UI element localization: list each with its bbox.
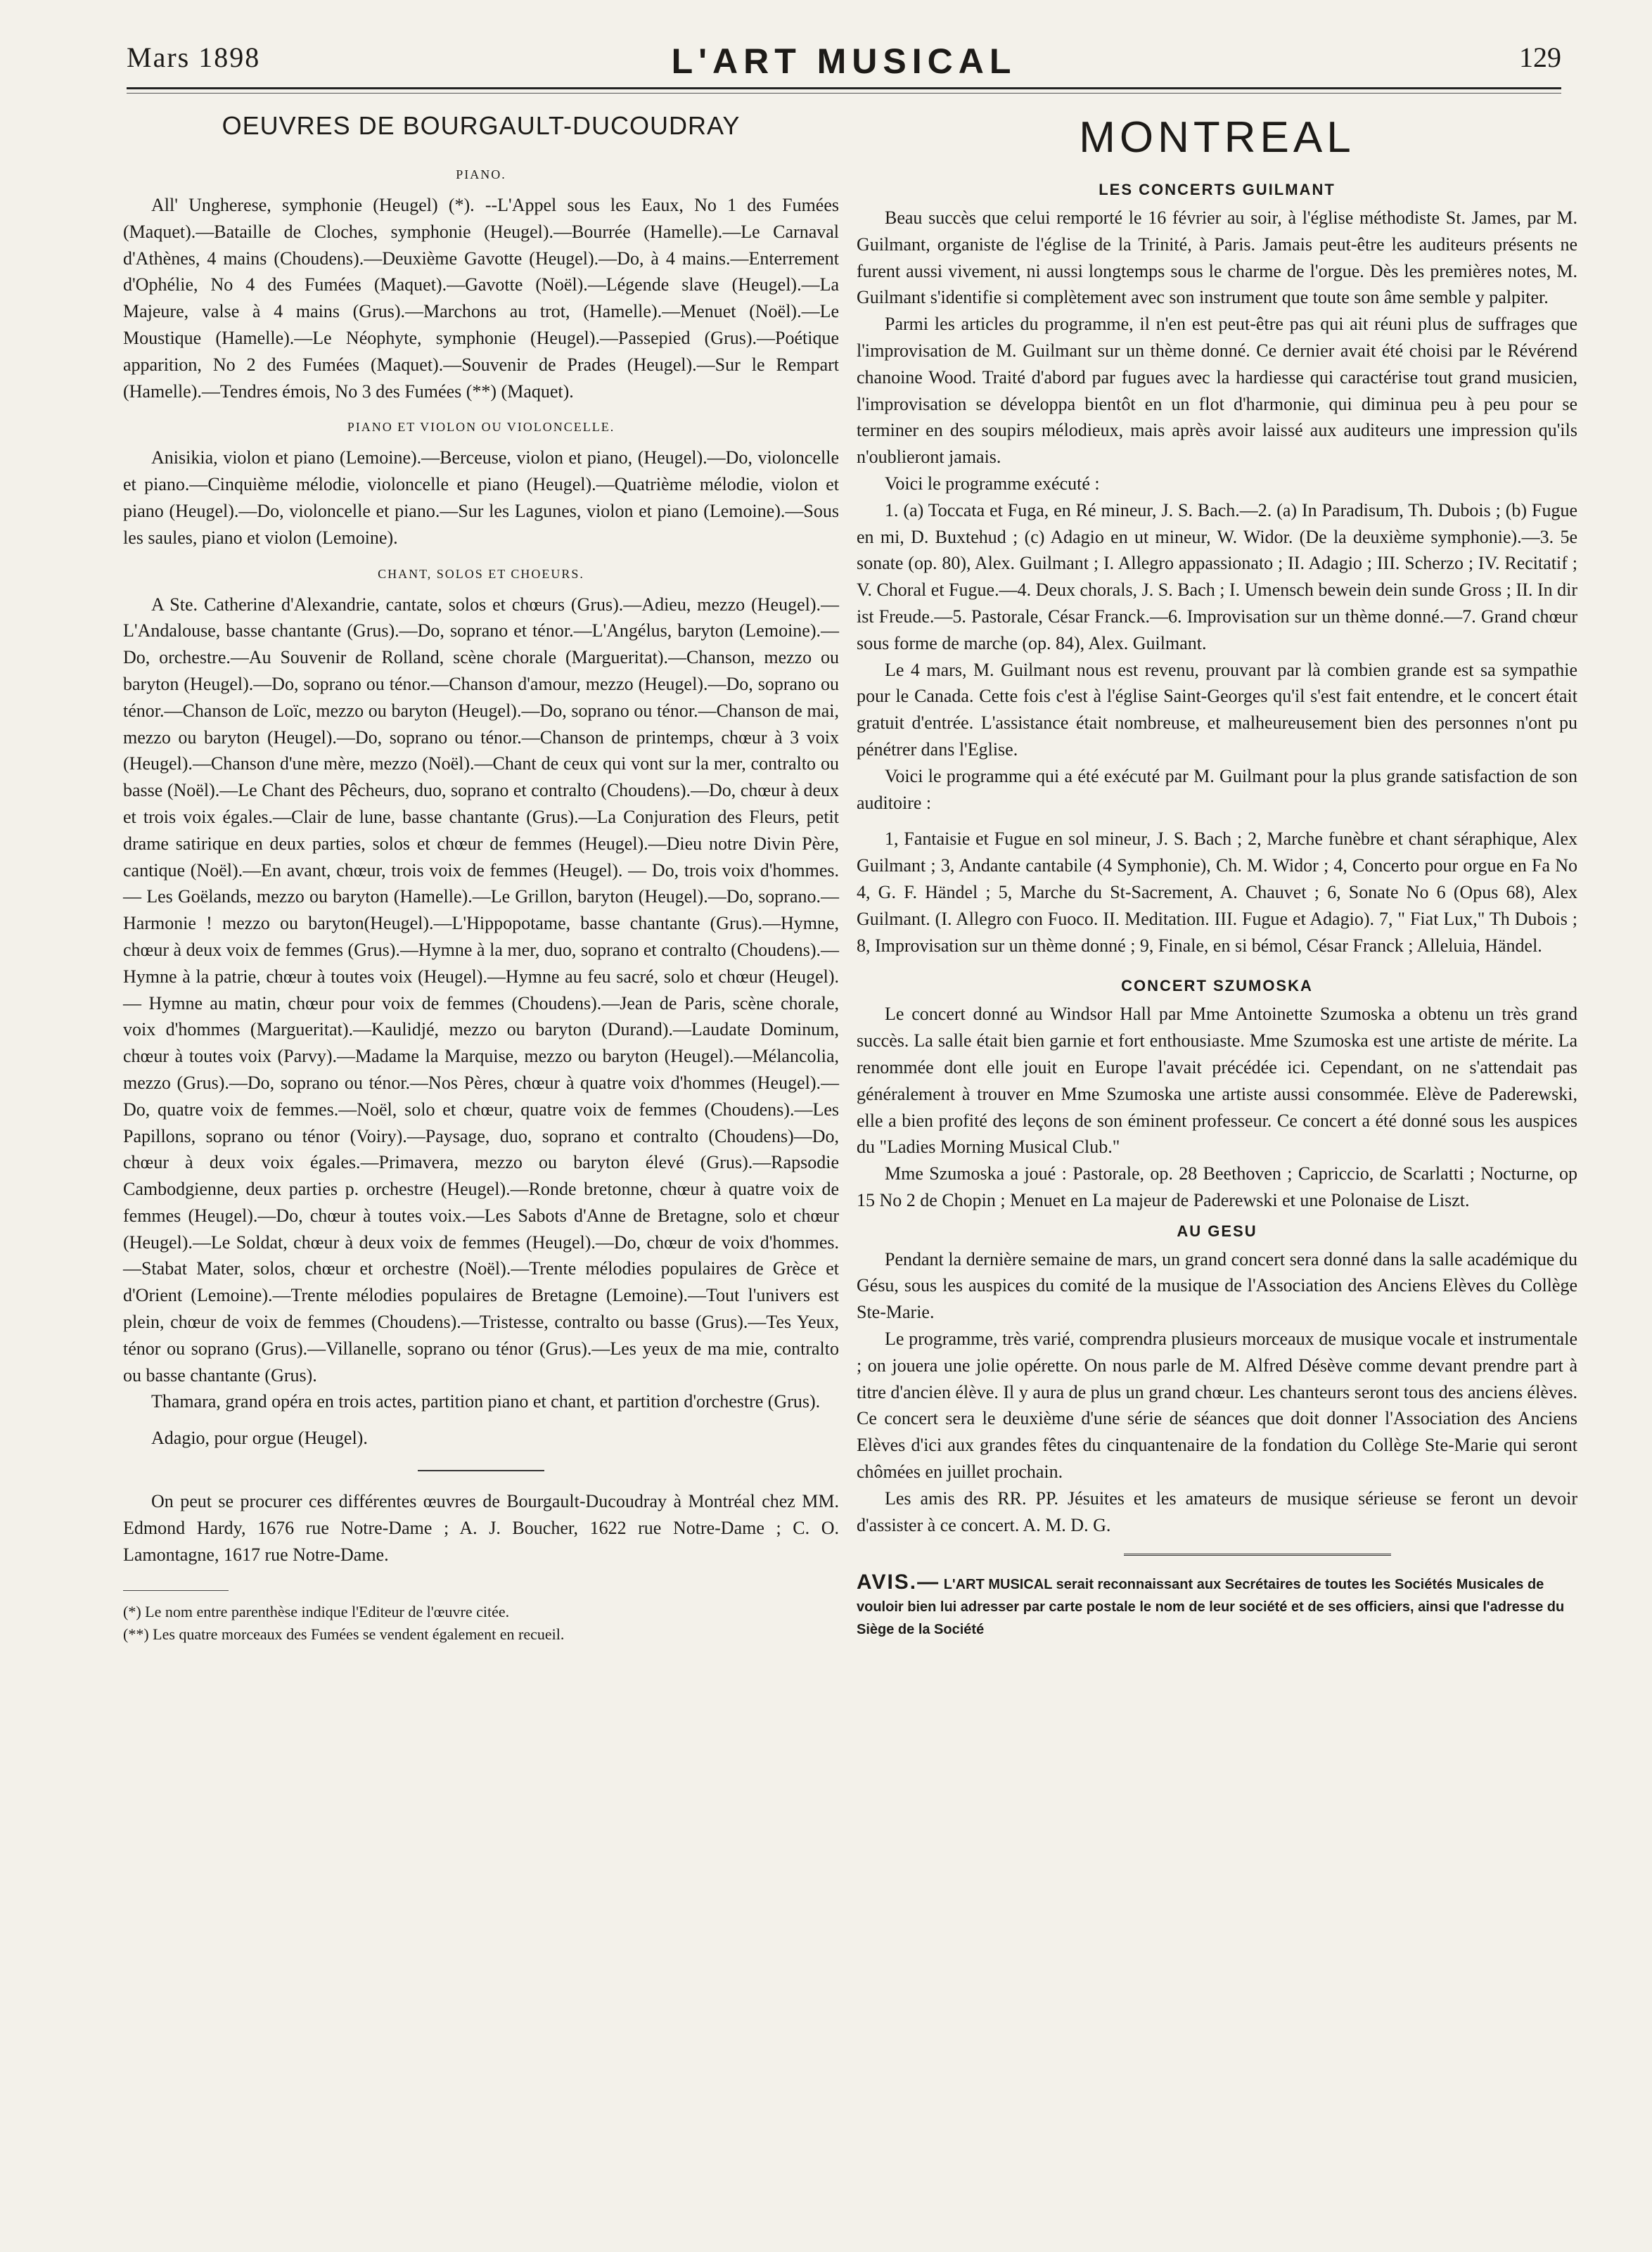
right-column <box>857 105 1577 1641</box>
section-text-chant: A Ste. Catherine d'Alexandrie, cantate, solos et chœurs (Grus).—Adieu, mezzo (Heugel).—L'Andalouse, basse chantante (Grus).—Do, soprano et ténor.—L'Angélus, baryton (Lemoine).—Do, orchestre.—Au Souvenir de Rolland, scène chorale (Margueritat).—Chanson, mezzo ou baryton (Heugel).—Do, soprano ou ténor.—Chanson d'amour, mezzo (Heugel).—Do, soprano ou ténor.—Chanson de Loïc, mezzo ou baryton (Heugel).—Do, soprano ou ténor.—Chanson de mai, mezzo ou baryton (Heugel).—Do, soprano ou ténor.—Chanson de printemps, chœur à 3 voix (Heugel).—Chanson d'une mère, mezzo (Noël).—Chant de ceux qui vont sur la mer, contralto ou basse (Noël).—Le Chant des Pêcheurs, duo, soprano et contralto (Choudens).—Do, chœur à deux et trois voix égales.—Clair de lune, basse chantante (Grus).—La Conjuration des Fleurs, petit drame satirique en deux parties, solos et chœur de femmes (Heugel).—Dieu notre Divin Père, cantique (Noël).—En avant, chœur, trois voix de femmes (Heugel). — Do, trois voix d'hommes. — Les Goëlands, mezzo ou baryton (Hamelle).—Le Grillon, baryton (Heugel).—Do, soprano.—Harmonie ! mezzo ou baryton(Heugel).—L'Hippopotame, basse chantante (Grus).—Hymne, chœur à deux voix de femmes (Grus).—Hymne à la mer, duo, soprano et contralto (Choudens).—Hymne à la patrie, chœur à toutes voix (Heugel).—Hymne au feu sacré, solo et chœur (Heugel). — Hymne au matin, chœur pour voix de femmes (Choudens).—Jean de Paris, scène chorale, voix d'hommes (Margueritat).—Kaulidjé, mezzo ou baryton (Durand).—Laudate Dominum, chœur à toutes voix (Parvy).—Madame la Marquise, mezzo ou baryton (Heugel).—Mélancolia, mezzo (Grus).—Do, soprano ou ténor.—Nos Pères, chœur à quatre voix d'hommes (Heugel).—Do, quatre voix de femmes.—Noël, solo et chœur, quatre voix de femmes (Choudens).—Les Papillons, soprano ou ténor (Voiry).—Paysage, duo, soprano et contralto (Choudens)—Do, chœur à deux voix égales.—Primavera, mezzo ou baryton élevé (Grus).—Rapsodie Cambodgienne, deux parties p. orchestre (Heugel).—Ronde bretonne, chœur à quatre voix de femmes (Heugel).—Do, chœur à toutes voix.—Les Sabots d'Anne de Bretagne, solo et chœur (Heugel).—Le Soldat, chœur à deux voix de femmes (Heugel).—Do, chœur de voix d'hommes.—Stabat Mater, solos, chœur et orchestre (Noël).—Trente mélodies populaires de Grèce et d'Orient (Lemoine).—Trente mélodies populaires de Bretagne (Lemoine).—Tout l'univers est plein, chœur de voix de femmes (Choudens).—Tristesse, contralto ou basse (Grus).—Tes Yeux, ténor ou soprano (Grus).—Villanelle, soprano ou ténor (Grus).—Les yeux de ma mie, contralto ou basse chantante (Grus). <box>123 594 839 1386</box>
right-article-title: MONTREAL <box>1079 113 1355 162</box>
header-rule <box>127 87 1561 89</box>
procure-paragraph: On peut se procurer ces différentes œuvres de Bourgault-Ducoudray à Montréal chez MM. Edmond Hardy, 1676 rue Notre-Dame ; A. J. Boucher, 1622 rue Notre-Dame ; C. O. Lamontagne, 1617 rue Notre-Dame. <box>123 1491 839 1565</box>
avis-text: L'ART MUSICAL serait reconnaissant aux Secrétaires de toutes les Sociétés Musicales de vouloir bien lui adresser par carte postale le nom de leur société et de ses officiers, ainsi que l'adresse du Siège de la Société <box>857 1577 1565 1638</box>
header-rule-thin <box>127 93 1561 94</box>
footnote-1: (*) Le nom entre parenthèse indique l'Editeur de l'œuvre citée. <box>123 1603 510 1621</box>
running-head <box>127 41 1561 90</box>
gesu-heading: AU GESU <box>1177 1222 1257 1240</box>
guilmant-paragraph: Voici le programme exécuté : <box>885 473 1100 494</box>
section-heading-piano-violon: PIANO ET VIOLON OU VIOLONCELLE. <box>347 420 615 435</box>
gesu-paragraph: Le programme, très varié, comprendra plusieurs morceaux de musique vocale et instrumentale ; on jouera une jolie opérette. On nous parle de M. Alfred Désève comme devant prendre part à titre d'ancien élève. Il y aura de plus un grand chœur. Les chanteurs seront tous des anciens élèves. Ce concert sera le deuxième d'une série de séances que doit donner l'Association des Anciens Elèves d'ici aux grandes fêtes du cinquantenaire de la fondation du Collège Ste-Marie qui seront chômées en juillet prochain. <box>857 1329 1577 1483</box>
gesu-paragraph: Pendant la dernière semaine de mars, un grand concert sera donné dans la salle académique du Gésu, sous les auspices du comité de la musique de l'Association des Anciens Elèves du Collège Ste-Marie. <box>857 1248 1577 1323</box>
thamara-entry: Thamara, grand opéra en trois actes, partition piano et chant, et partition d'orchestre (Grus). <box>151 1391 821 1412</box>
section-heading-piano: PIANO. <box>456 167 506 181</box>
guilmant-paragraph: Voici le programme qui a été exécuté par M. Guilmant pour la plus grande satisfaction de son auditoire : <box>857 765 1577 813</box>
avis-lead: AVIS.— <box>857 1570 940 1594</box>
szumoska-paragraph: Mme Szumoska a joué : Pastorale, op. 28 Beethoven ; Capriccio, de Scarlatti ; Nocturne, op 15 No 2 de Chopin ; Menuet en La majeur de Paderewski et une Polonaise de Liszt. <box>857 1163 1577 1210</box>
section-text-piano: All' Ungherese, symphonie (Heugel) (*). --L'Appel sous les Eaux, No 1 des Fumées (Maquet).—Bataille de Cloches, symphonie (Heugel).—Bourrée (Hamelle).—Le Carnaval d'Athènes, 4 mains (Choudens).—Deuxième Gavotte (Heugel).—Do, à 4 mains.—Enterrement d'Ophélie, No 4 des Fumées (Maquet).—Gavotte (Noël).—Légende slave (Heugel).—La Majeure, valse à 4 mains (Grus).—Marchons au trot, (Hamelle).—Menuet (Noël).—Le Moustique (Hamelle).—Le Néophyte, symphonie (Heugel).—Passepied (Grus).—Poétique apparition, No 2 des Fumées (Maquet).—Souvenir de Prades (Heugel).—Sur le Rempart (Hamelle).—Tendres émois, No 3 des Fumées (**) (Maquet). <box>123 195 839 402</box>
guilmant-program-2: 1, Fantaisie et Fugue en sol mineur, J. S. Bach ; 2, Marche funèbre et chant séraphique, Alex Guilmant ; 3, Andante cantabile (4 Symphonie), Ch. M. Widor ; 4, Concerto pour orgue en Fa No 4, G. F. Händel ; 5, Marche du St-Sacrement, A. Chauvet ; 6, Sonate No 6 (Opus 68), Alex Guilmant. (I. Allegro con Fuoco. II. Meditation. III. Fugue et Adagio). 7, " Fiat Lux," Th Dubois ; 8, Improvisation sur un thème donné ; 9, Finale, en si bémol, César Franck ; Alleluia, Händel. <box>857 828 1577 956</box>
guilmant-paragraph: Parmi les articles du programme, il n'en est peut-être pas qui ait réuni plus de suffrages que l'improvisation de M. Guilmant sur un thème donné. Ce dernier avait été choisi par le Révérend chanoine Wood. Traité d'abord par fugues avec la hardiesse qui caractérise tout grand musicien, l'improvisation se développa bientôt en un flot d'harmonie, qui diminua peu à peu pour se terminer en des soupirs mélodieux, mais après avoir laissé aux auditeurs une impression qu'ils n'oublieront jamais. <box>857 314 1577 468</box>
masthead-title: L'ART MUSICAL <box>671 41 1017 81</box>
guilmant-program-1: 1. (a) Toccata et Fuga, en Ré mineur, J. S. Bach.—2. (a) In Paradisum, Th. Dubois ; (b) Fugue en mi, D. Buxtehud ; (c) Adagio en ut mineur, W. Widor. (De la deuxième symphonie).—3. 5e sonate (op. 80), Alex. Guilmant ; I. Allegro appassionato ; II. Adagio ; III. Scherzo ; IV. Recitatif ; V. Choral et Fugue.—4. Deux chorals, J. S. Bach ; I. Umensch bewein dein sunde Gross ; II. In dir ist Freude.—5. Pastorale, César Franck.—6. Improvisation sur un thème donné.—7. Grand chœur sous forme de marche (op. 84), Alex. Guilmant. <box>857 499 1577 653</box>
avis-divider <box>1124 1554 1391 1556</box>
section-text-piano-violon: Anisikia, violon et piano (Lemoine).—Berceuse, violon et piano, (Heugel).—Do, violoncelle et piano.—Cinquième mélodie, violoncelle et piano (Heugel).—Quatrième mélodie, violon et piano (Heugel).—Do, violoncelle et piano.—Sur les Lagunes, violon et piano (Lemoine).—Sous les saules, piano et violon (Lemoine). <box>123 447 839 548</box>
gesu-paragraph: Les amis des RR. PP. Jésuites et les amateurs de musique sérieuse se feront un devoir d'assister à ce concert. A. M. D. G. <box>857 1488 1577 1535</box>
footnote-rule <box>123 1590 229 1591</box>
guilmant-paragraph: Le 4 mars, M. Guilmant nous est revenu, prouvant par là combien grande est sa sympathie pour le Canada. Cette fois c'est à l'église Saint-Georges qu'il s'est fait entendre, et le concert était gratuit d'entrée. L'assistance était nombreuse, et malheureusement bien des personnes n'ont pu pénétrer dans l'Eglise. <box>857 659 1577 760</box>
szumoska-heading: CONCERT SZUMOSKA <box>1121 977 1313 995</box>
avis-notice <box>857 1571 1577 1641</box>
guilmant-heading: LES CONCERTS GUILMANT <box>1099 181 1336 198</box>
left-column <box>123 105 839 1646</box>
issue-date: Mars 1898 <box>127 41 261 73</box>
page-number: 129 <box>1519 41 1561 73</box>
footnote-2: (**) Les quatre morceaux des Fumées se vendent également en recueil. <box>123 1625 565 1644</box>
section-heading-chant: CHANT, SOLOS ET CHOEURS. <box>378 566 584 581</box>
guilmant-paragraph: Beau succès que celui remporté le 16 février au soir, à l'église méthodiste St. James, par M. Guilmant, organiste de l'église de la Trinité, à Paris. Jamais peut-être les auditeurs présents ne furent aussi vivement, ni aussi longtemps sous le charme de l'orgue. Dès les premières notes, M. Guilmant s'identifie si complètement avec son instrument que toute son âme semble y palpiter. <box>857 207 1577 308</box>
section-divider <box>418 1470 544 1471</box>
szumoska-paragraph: Le concert donné au Windsor Hall par Mme Antoinette Szumoska a obtenu un très grand succès. La salle était bien garnie et fort enthousiaste. Mme Szumoska est une artiste de mérite. La renommée dont elle jouit en Europe l'avait précédée ici. Cependant, on ne s'attendait pas généralement à trouver en Mme Szumoska une artiste aussi consommée. Elève de Paderewski, elle a bien profité des leçons de son éminent professeur. Ce concert a été donné sous les auspices du "Ladies Morning Musical Club." <box>857 1004 1577 1158</box>
left-article-title: OEUVRES DE BOURGAULT-DUCOUDRAY <box>222 111 741 140</box>
adagio-entry: Adagio, pour orgue (Heugel). <box>151 1428 368 1449</box>
